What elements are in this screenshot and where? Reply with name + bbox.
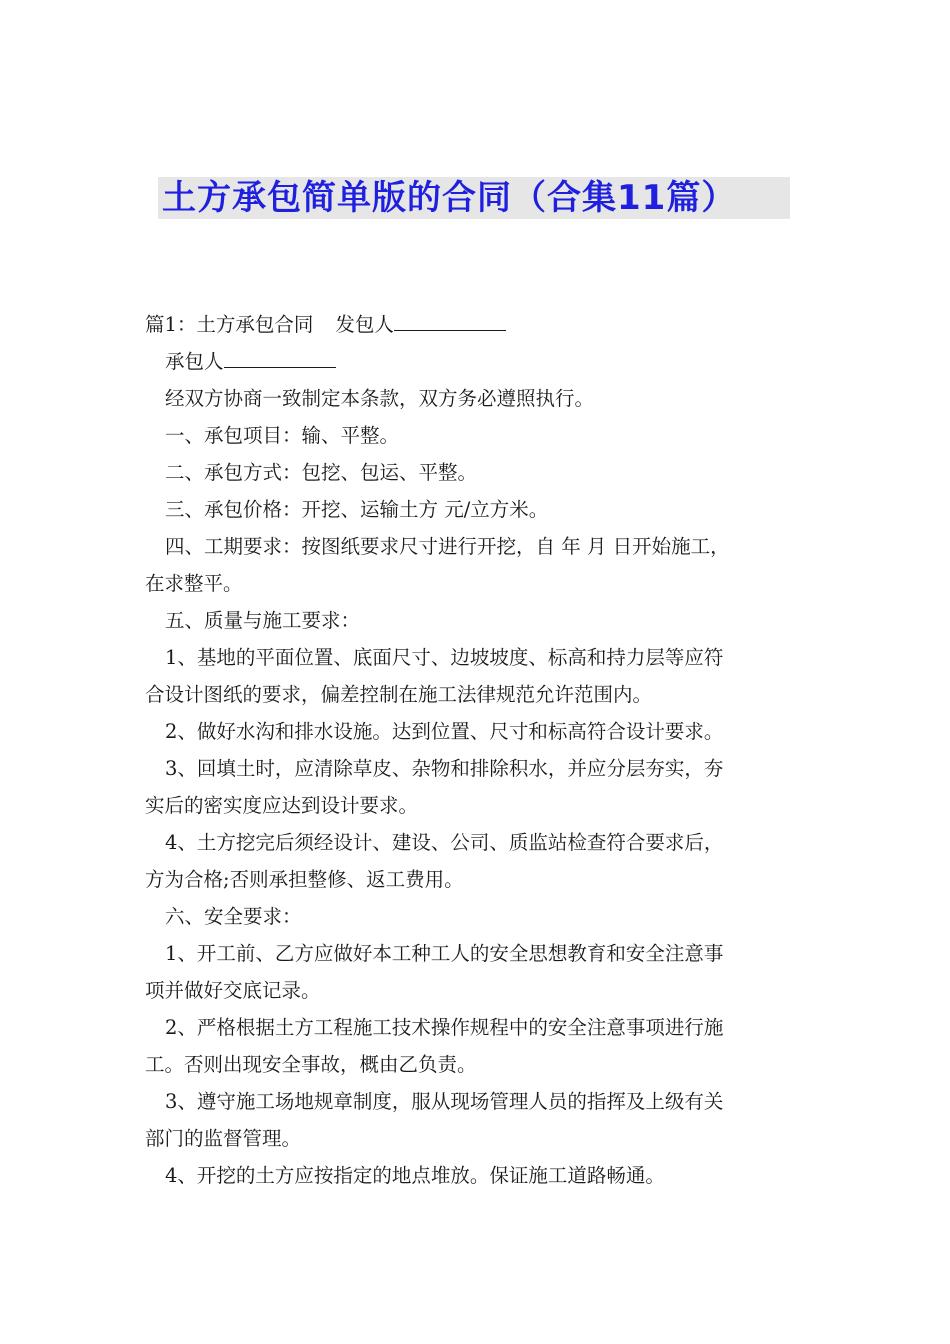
paragraph: 二、承包方式：包挖、包运、平整。 bbox=[165, 461, 478, 484]
paragraph: 3、回填土时，应清除草皮、杂物和排除积水，并应分层夯实，夯 bbox=[165, 757, 724, 780]
employer-label: 发包人 bbox=[335, 313, 394, 336]
paragraph: 六、安全要求： bbox=[165, 905, 302, 928]
paragraph: 1、基地的平面位置、底面尺寸、边坡坡度、标高和持力层等应符 bbox=[165, 646, 724, 669]
section-heading-line bbox=[145, 306, 809, 343]
paragraph: 一、承包项目：输、平整。 bbox=[165, 424, 400, 447]
section-heading: 篇1：土方承包合同 bbox=[145, 313, 314, 336]
document-title: 土方承包简单版的合同（合集11篇） bbox=[158, 177, 790, 219]
paragraph: 三、承包价格：开挖、运输土方 元/立方米。 bbox=[165, 498, 549, 521]
paragraph-continuation: 合设计图纸的要求，偏差控制在施工法律规范允许范围内。 bbox=[145, 683, 653, 706]
paragraph: 4、开挖的土方应按指定的地点堆放。保证施工道路畅通。 bbox=[165, 1164, 665, 1187]
paragraph-continuation: 项并做好交底记录。 bbox=[145, 979, 321, 1002]
document-body bbox=[145, 306, 809, 1194]
paragraph: 3、遵守施工场地规章制度，服从现场管理人员的指挥及上级有关 bbox=[165, 1090, 724, 1113]
paragraph-continuation: 实后的密实度应达到设计要求。 bbox=[145, 794, 419, 817]
paragraph: 经双方协商一致制定本条款，双方务必遵照执行。 bbox=[165, 387, 595, 410]
paragraph: 2、做好水沟和排水设施。达到位置、尺寸和标高符合设计要求。 bbox=[165, 720, 724, 743]
paragraph: 五、质量与施工要求： bbox=[165, 609, 361, 632]
paragraph: 2、严格根据土方工程施工技术操作规程中的安全注意事项进行施 bbox=[165, 1016, 724, 1039]
paragraph-continuation: 工。否则出现安全事故，概由乙负责。 bbox=[145, 1053, 477, 1076]
paragraph-continuation: 方为合格;否则承担整修、返工费用。 bbox=[145, 868, 464, 891]
contractor-line bbox=[145, 343, 809, 380]
employer-blank bbox=[394, 310, 506, 331]
contractor-label: 承包人 bbox=[165, 350, 224, 373]
paragraph: 四、工期要求：按图纸要求尺寸进行开挖，自 年 月 日开始施工， bbox=[165, 535, 730, 558]
paragraph: 4、土方挖完后须经设计、建设、公司、质监站检查符合要求后， bbox=[165, 831, 724, 854]
paragraph-continuation: 部门的监督管理。 bbox=[145, 1127, 302, 1150]
contractor-blank bbox=[224, 347, 336, 368]
paragraph: 1、开工前、乙方应做好本工种工人的安全思想教育和安全注意事 bbox=[165, 942, 724, 965]
paragraph-continuation: 在求整平。 bbox=[145, 572, 243, 595]
